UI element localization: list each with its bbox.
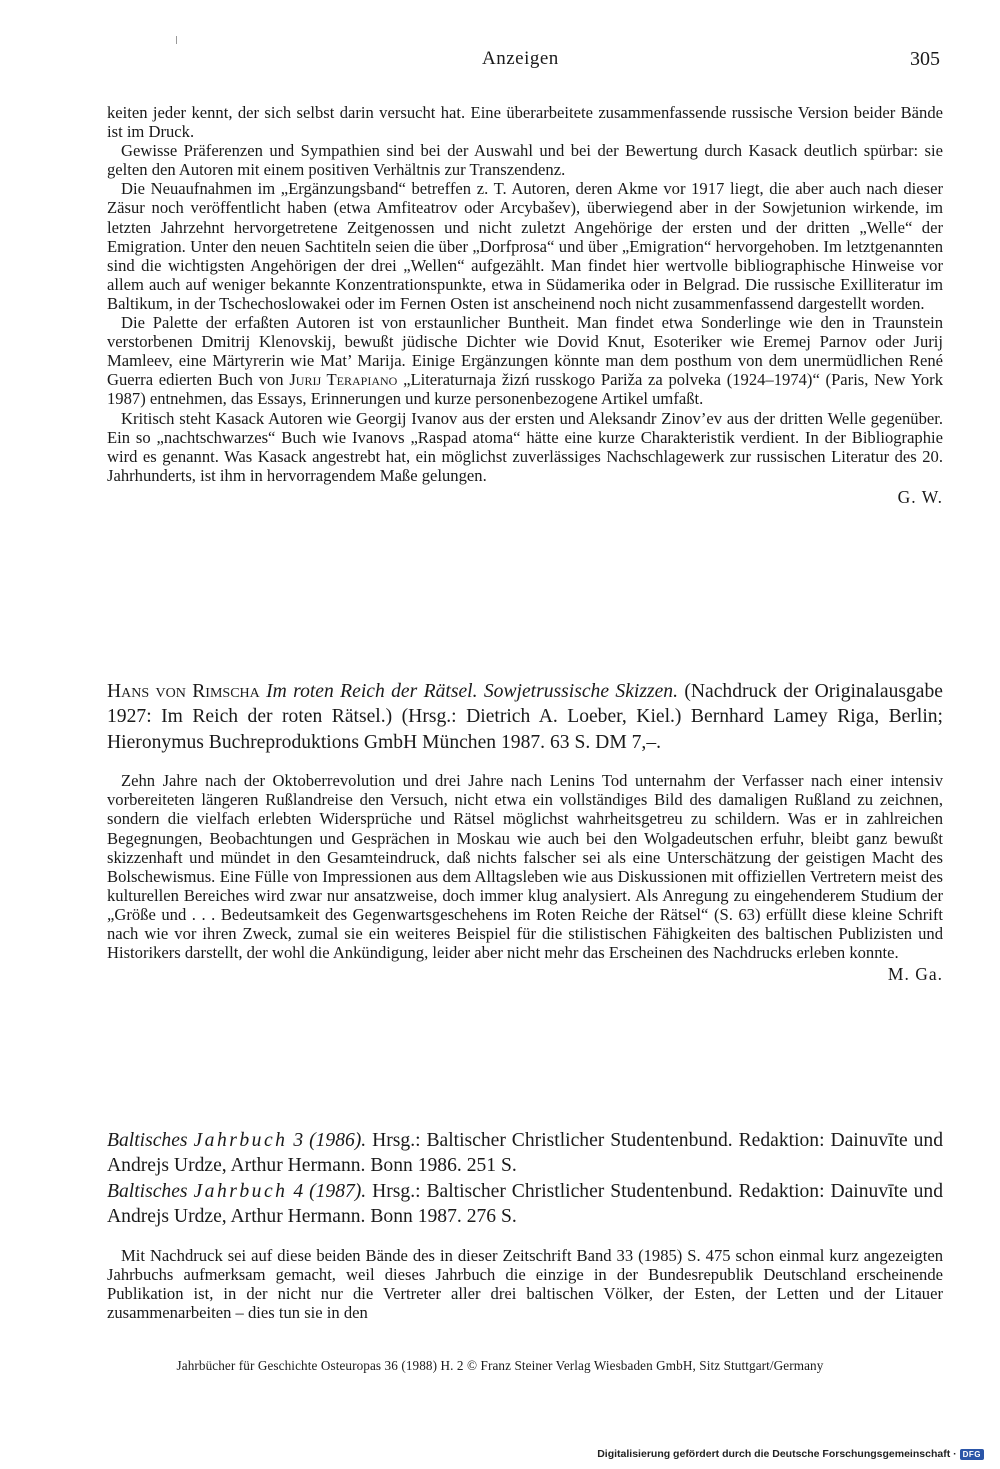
paragraph-text: Die Palette der erfaßten Autoren ist von erstaunlicher Buntheit. Man findet etwa Sonderlinge wie den in Traunstein verstorbenen Dmitrij Klenovskij, bewußt jüdische Dichter wie Dovid Knut, Esoteriker wie Eremej Parnov oder Jurij Mamleev, eine Märtyrerin wie Mat’ Marija. Einige Ergänzungen könnte man dem posthum von dem unermüdlichen René Guerra edierten Buch von xyxy=(107,313,943,390)
bibliographic-details: (Nachdruck der Originalausgabe 1927: Im Reich der roten Rätsel.) (Hrsg.: Dietrich A. Loeber, Kiel.) Bernhard Lamey Riga, Berlin; Hieronymus Buchreproduktions GmbH München 1987. 63 S. DM 7,–. xyxy=(107,681,943,753)
reviewer-signature: G. W. xyxy=(897,486,943,507)
scan-mark xyxy=(176,36,177,44)
book-title xyxy=(107,1130,366,1151)
title-part: Baltisches xyxy=(107,1180,194,1202)
author-name: Jurij Terapiano xyxy=(289,370,398,390)
bibliographic-details: Hrsg.: Baltischer Christlicher Studentenbund. Redaktion: Dainuvīte und Andrejs Urdze, Arthur Hermann. Bonn 1987. 276 S. xyxy=(107,1180,944,1228)
dfg-logo-icon: DFG xyxy=(960,1449,984,1460)
running-title: Anzeigen xyxy=(482,48,559,69)
book-title xyxy=(107,1181,366,1202)
title-part: 4 (1987). xyxy=(287,1180,367,1202)
page-header xyxy=(0,48,1000,78)
title-part: Baltisches xyxy=(107,1130,194,1151)
title-part: 3 (1986). xyxy=(287,1130,367,1151)
paragraph: keiten jeder kennt, der sich selbst darin versucht hat. Eine überarbeitete zusammenfassende russische Version beider Bände ist im Druck. xyxy=(107,103,943,142)
paragraph: Mit Nachdruck sei auf diese beiden Bände des in dieser Zeitschrift Band 33 (1985) S. 475 schon einmal kurz angezeigten Jahrbuchs aufmerksam gemacht, weil dieses Jahrbuch die einzige in der Bundesrepublik Deutschland erscheinende Publikation ist, in der nicht nur die Vertreter aller drei baltischen Völker, der Esten, der Letten und der Litauer zusammenarbeiten – dies tun sie in den xyxy=(107,1245,943,1322)
paragraph: Die Neuaufnahmen im „Ergänzungsband“ betreffen z. T. Autoren, deren Akme vor 1917 liegt, die aber auch nach dieser Zäsur noch veröffentlicht haben (etwa Amfiteatrov oder Arcybašev), überwiegend aber in der Sowjetunion wirkende, im letzten Jahrzehnt hervorgetretene Zeitgenossen und nicht zuletzt Angehörige der ersten und der dritten „Welle“ der Emigration. Unter den neuen Sachtiteln seien die über „Dorfprosa“ und über „Emigration“ hervorgehoben. Im letztgenannten sind die wichtigsten Angehörigen der drei „Wellen“ aufgezählt. Man findet hier wertvolle bibliographische Hinweise vor allem auch auf weniger bekannte Konzentrationspunkte, etwa in Südamerika oder in Belgrad. Die russische Exilliteratur im Baltikum, in der Tschechoslowakei oder im Fernen Osten ist anscheinend noch nicht zusammenfassend dargestellt worden. xyxy=(107,179,943,313)
paragraph xyxy=(107,313,943,408)
bibliographic-entry xyxy=(107,1128,943,1179)
review-3 xyxy=(107,1128,943,1322)
bibliographic-entry xyxy=(107,679,943,755)
funding-text: Digitalisierung gefördert durch die Deutsche Forschungsgemeinschaft · xyxy=(597,1448,957,1460)
paragraph: Zehn Jahre nach der Oktoberrevolution und drei Jahre nach Lenins Tod unternahm der Verfasser nach einer intensiv vorbereiteten längeren Rußlandreise den Versuch, nicht etwa ein vollständiges Bild des damaligen Rußland zu zeichnen, sondern die vielfach erlebten Widersprüche und Rätsel möglichst wahrheitsgetreu zu schildern. Was er in zahlreichen Begegnungen, Beobachtungen und Gesprächen in Moskau wie auch bei den Wolgadeutschen erfuhr, bleibt ganz bewußt skizzenhaft und mündet in den Gesamteindruck, daß nichts falscher sei als eine Unterschätzung der geistigen Macht des Bolschewismus. Eine Fülle von Impressionen aus dem Alltagsleben wie aus Diskussionen mit offiziellen Vertretern meist des kulturellen Bereiches wird zwar nur ansatzweise, doch immer klug analysiert. Als Anregung zu eingehenderem Studium der „Größe und . . . Bedeutsamkeit des Gegenwartsgeschehens im Roten Reiche der Rätsel“ (S. 63) erfüllt diese kleine Schrift nach wie vor ihren Zweck, zumal sie ein weiteres Beispiel für die stilistischen Fähigkeiten des baltischen Publizisten und Historikers darstellt, der wohl die Ankündigung, leider aber nicht mehr das Erscheinen des Nachdrucks erleben konnte. xyxy=(107,771,943,963)
funding-notice xyxy=(597,1448,984,1460)
paragraph: Gewisse Präferenzen und Sympathien sind bei der Auswahl und bei der Bewertung durch Kasack deutlich spürbar: sie gelten den Autoren mit einem positiven Verhältnis zur Transzendenz. xyxy=(107,141,943,180)
paragraph-text: „Literaturnaja žizń russkogo Pariža za polveka (1924–1974)“ (Paris, New York 1987) entnehmen, das Essays, Erinnerungen und kurze personenbezogene Artikel umfaßt. xyxy=(107,370,944,409)
review-1 xyxy=(107,103,943,508)
paragraph: Kritisch steht Kasack Autoren wie Georgij Ivanov aus der ersten und Aleksandr Zinov’ev aus der dritten Welle gegenüber. Ein so „nachtschwarzes“ Buch wie Ivanovs „Raspad atoma“ hätte eine kurze Charakteristik verdient. In der Bibliographie wird es genannt. Was Kasack angestrebt hat, ein möglichst zuverlässiges Nachschlagewerk zur russischen Literatur des 20. Jahrhunderts, ist ihm in hervorragendem Maße gelungen. xyxy=(107,408,943,485)
page-number: 305 xyxy=(910,48,940,70)
review-2 xyxy=(107,679,943,985)
reviewer-signature: M. Ga. xyxy=(887,964,943,985)
title-part: Jahrbuch xyxy=(193,1130,288,1151)
author-name: Hans von Rimscha xyxy=(107,681,260,702)
book-title: Im roten Reich der Rätsel. Sowjetrussische Skizzen. xyxy=(266,681,678,702)
bibliographic-details: Hrsg.: Baltischer Christlicher Studentenbund. Redaktion: Dainuvīte und Andrejs Urdze, Arthur Hermann. Bonn 1986. 251 S. xyxy=(107,1130,944,1177)
bibliographic-entry xyxy=(107,1179,943,1230)
title-part: Jahrbuch xyxy=(193,1180,288,1202)
journal-citation: Jahrbücher für Geschichte Osteuropas 36 (1988) H. 2 © Franz Steiner Verlag Wiesbaden GmbH, Sitz Stuttgart/Germany xyxy=(176,1358,824,1373)
